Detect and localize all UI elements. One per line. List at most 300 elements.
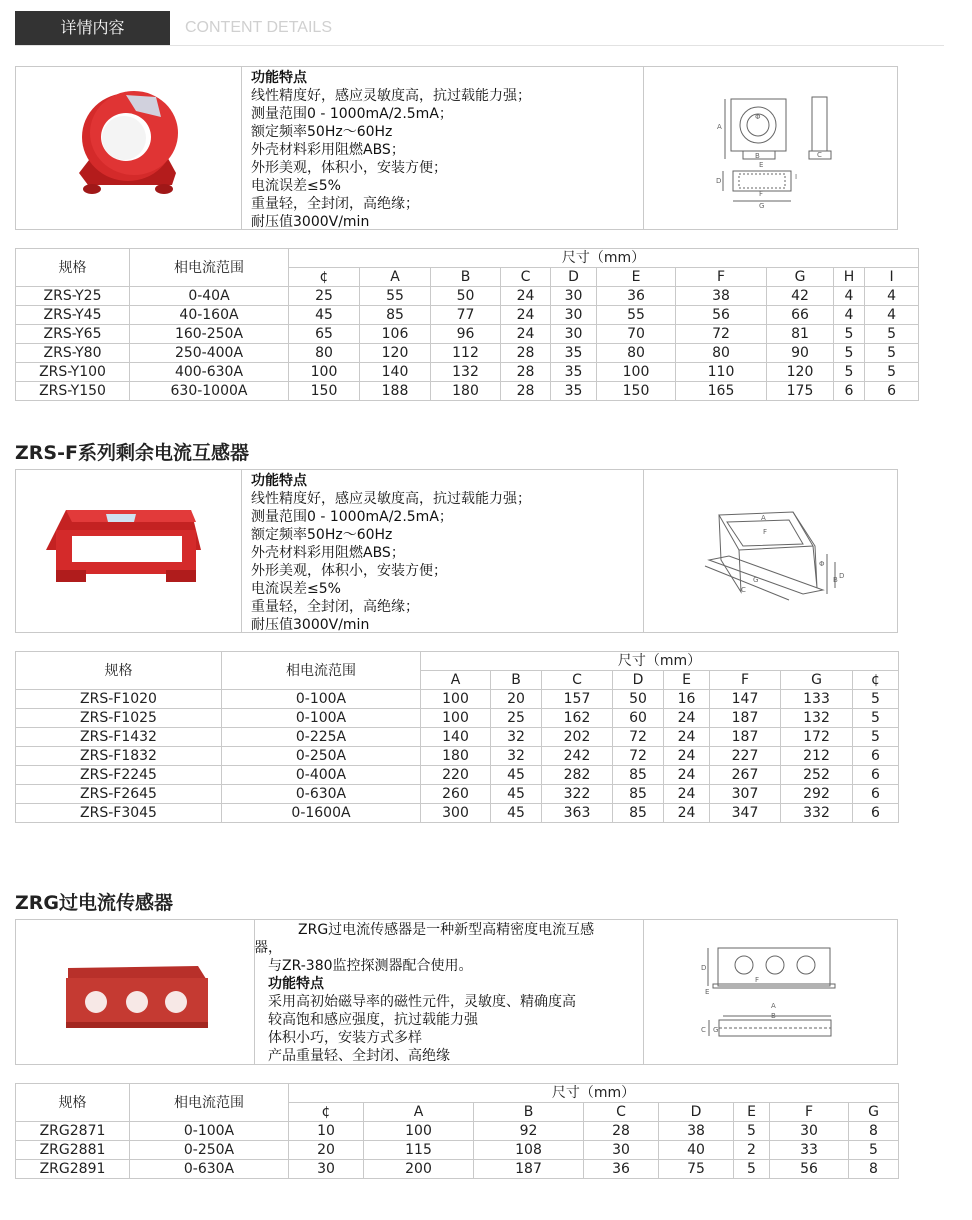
feature-line: 测量范围0 - 1000mA/2.5mA；: [251, 509, 453, 525]
feature-line: 较高饱和感应强度，抗过载能力强: [268, 1012, 478, 1028]
table-cell: 4: [834, 306, 865, 325]
dim-header: H: [834, 268, 865, 287]
table-row: [16, 1160, 899, 1179]
table-cell: 35: [551, 344, 597, 363]
dia-label: E: [705, 988, 710, 996]
table-cell: 30: [770, 1122, 849, 1141]
table-cell: 100: [289, 363, 360, 382]
y-series-diagram-cell: [643, 67, 897, 229]
table-cell: 120: [767, 363, 834, 382]
rect-transformer-photo: [16, 470, 241, 632]
table-cell: 5: [734, 1122, 770, 1141]
dia-label: A: [717, 123, 722, 131]
table-cell: 150: [597, 382, 676, 401]
g-series-features: [254, 921, 594, 1065]
table-cell: 180: [431, 382, 501, 401]
dim-header: A: [421, 671, 491, 690]
table-cell: 30: [551, 325, 597, 344]
table-cell: 72: [676, 325, 767, 344]
table-cell: 363: [542, 804, 613, 823]
table-cell: ZRS-F1025: [16, 709, 222, 728]
three-hole-dimension-diagram: [643, 920, 897, 1064]
table-cell: 20: [491, 690, 542, 709]
table-cell: 140: [360, 363, 431, 382]
feature-line: 电流误差≤5%: [251, 581, 341, 597]
table-cell: 24: [501, 287, 551, 306]
table-cell: 332: [781, 804, 853, 823]
table-cell: 0-100A: [222, 709, 421, 728]
table-cell: 5: [834, 344, 865, 363]
g-series-photo-cell: [16, 920, 255, 1064]
table-cell: 112: [431, 344, 501, 363]
table-cell: 0-100A: [222, 690, 421, 709]
table-cell: 120: [360, 344, 431, 363]
table-cell: 175: [767, 382, 834, 401]
table-cell: 36: [584, 1160, 659, 1179]
dim-header: E: [664, 671, 710, 690]
dim-header: C: [542, 671, 613, 690]
table-cell: 267: [710, 766, 781, 785]
detail-tabbar: [15, 11, 944, 46]
table-cell: 36: [597, 287, 676, 306]
table-cell: 65: [289, 325, 360, 344]
table-cell: 45: [491, 766, 542, 785]
dim-header: D: [551, 268, 597, 287]
table-cell: 250-400A: [130, 344, 289, 363]
dia-label: D: [701, 964, 707, 972]
table-cell: ZRG2891: [16, 1160, 130, 1179]
ring-dimension-diagram: [643, 67, 897, 229]
table-cell: 6: [853, 766, 899, 785]
table-row: [16, 325, 919, 344]
header-current-range: 相电流范围: [222, 652, 421, 690]
table-cell: 35: [551, 363, 597, 382]
table-cell: 100: [364, 1122, 474, 1141]
dia-label: D: [839, 572, 845, 580]
table-cell: 5: [865, 344, 919, 363]
table-cell: 56: [676, 306, 767, 325]
table-cell: 100: [421, 709, 491, 728]
y-series-spec-table: [15, 248, 919, 401]
f-series-diagram-cell: [643, 470, 897, 632]
f-series-photo-cell: [16, 470, 242, 632]
table-cell: 187: [710, 728, 781, 747]
dia-label: Φ: [755, 113, 761, 121]
dim-header: E: [734, 1103, 770, 1122]
table-cell: 85: [613, 804, 664, 823]
table-cell: 260: [421, 785, 491, 804]
dim-header: C: [501, 268, 551, 287]
header-spec: 规格: [16, 249, 130, 287]
table-cell: ZRS-F2245: [16, 766, 222, 785]
feature-line: 电流误差≤5%: [251, 178, 341, 194]
table-cell: 28: [501, 382, 551, 401]
table-cell: 45: [289, 306, 360, 325]
table-cell: 165: [676, 382, 767, 401]
tab-content-details[interactable]: 详情内容: [15, 11, 170, 45]
table-cell: 33: [770, 1141, 849, 1160]
table-cell: 28: [501, 363, 551, 382]
features-heading: 功能特点: [251, 70, 307, 86]
table-cell: 16: [664, 690, 710, 709]
table-cell: 132: [781, 709, 853, 728]
dia-label: F: [759, 190, 764, 198]
table-cell: 200: [364, 1160, 474, 1179]
dim-header: G: [781, 671, 853, 690]
table-cell: 24: [664, 747, 710, 766]
table-cell: 162: [542, 709, 613, 728]
dia-label: B: [755, 152, 760, 160]
table-cell: ZRS-Y80: [16, 344, 130, 363]
table-cell: 85: [613, 766, 664, 785]
feature-line: 外形美观，体积小，安装方便；: [251, 563, 447, 579]
table-cell: ZRG2871: [16, 1122, 130, 1141]
table-cell: 24: [664, 804, 710, 823]
dia-label: F: [755, 976, 760, 984]
dim-header: A: [360, 268, 431, 287]
table-cell: 24: [501, 325, 551, 344]
ring-transformer-photo: [16, 67, 241, 229]
table-cell: 5: [734, 1160, 770, 1179]
dim-header: E: [597, 268, 676, 287]
table-cell: 24: [664, 766, 710, 785]
feature-line: 耐压值3000V/min: [251, 214, 370, 230]
table-cell: ZRS-Y45: [16, 306, 130, 325]
table-cell: 133: [781, 690, 853, 709]
table-row: [16, 382, 919, 401]
header-spec: 规格: [16, 652, 222, 690]
table-cell: 45: [491, 785, 542, 804]
features-heading: 功能特点: [268, 976, 324, 992]
table-row: [16, 785, 899, 804]
table-cell: 630-1000A: [130, 382, 289, 401]
dim-header: B: [474, 1103, 584, 1122]
table-cell: 55: [360, 287, 431, 306]
table-cell: 0-400A: [222, 766, 421, 785]
intro-line: 器，: [254, 940, 282, 956]
table-cell: 77: [431, 306, 501, 325]
table-cell: 150: [289, 382, 360, 401]
table-cell: ZRS-Y100: [16, 363, 130, 382]
g-series-features-cell: [254, 920, 644, 1064]
dia-label: C: [701, 1026, 706, 1034]
table-cell: 28: [584, 1122, 659, 1141]
intro-line: ZRG过电流传感器是一种新型高精密度电流互感: [298, 922, 595, 938]
feature-line: 耐压值3000V/min: [251, 617, 370, 633]
table-cell: 157: [542, 690, 613, 709]
y-series-info-box: [15, 66, 898, 230]
table-cell: 32: [491, 747, 542, 766]
feature-line: 线性精度好，感应灵敏度高，抗过载能力强；: [251, 88, 531, 104]
table-row: [16, 804, 899, 823]
table-cell: 115: [364, 1141, 474, 1160]
table-cell: 80: [676, 344, 767, 363]
features-heading: 功能特点: [251, 473, 307, 489]
dim-header: ¢: [289, 268, 360, 287]
g-series-spec-table: [15, 1083, 899, 1179]
dia-label: E: [759, 161, 764, 169]
three-hole-sensor-photo: [16, 920, 254, 1064]
table-cell: 30: [289, 1160, 364, 1179]
dia-label: B: [833, 576, 838, 584]
table-cell: 8: [849, 1122, 899, 1141]
table-cell: ZRS-Y150: [16, 382, 130, 401]
header-current-range: 相电流范围: [130, 249, 289, 287]
table-cell: ZRS-F1020: [16, 690, 222, 709]
header-size: 尺寸（mm）: [289, 1084, 899, 1103]
table-cell: 75: [659, 1160, 734, 1179]
feature-line: 线性精度好，感应灵敏度高，抗过载能力强；: [251, 491, 531, 507]
table-cell: 25: [491, 709, 542, 728]
f-series-features: [251, 472, 531, 634]
table-cell: 80: [289, 344, 360, 363]
table-cell: 4: [865, 287, 919, 306]
table-cell: 400-630A: [130, 363, 289, 382]
table-cell: 252: [781, 766, 853, 785]
y-series-features: [251, 69, 531, 231]
table-cell: 187: [474, 1160, 584, 1179]
dia-label: D: [716, 177, 722, 185]
table-cell: 60: [613, 709, 664, 728]
table-row: [16, 363, 919, 382]
table-cell: 6: [853, 785, 899, 804]
table-cell: 0-630A: [222, 785, 421, 804]
table-cell: ZRS-Y25: [16, 287, 130, 306]
table-cell: ZRS-F1432: [16, 728, 222, 747]
table-cell: 55: [597, 306, 676, 325]
table-cell: ZRG2881: [16, 1141, 130, 1160]
table-cell: 5: [865, 325, 919, 344]
table-cell: 187: [710, 709, 781, 728]
y-series-photo-cell: [16, 67, 242, 229]
table-cell: 24: [664, 709, 710, 728]
feature-line: 外形美观，体积小，安装方便；: [251, 160, 447, 176]
table-cell: 100: [597, 363, 676, 382]
table-row: [16, 766, 899, 785]
feature-line: 额定频率50Hz～60Hz: [251, 527, 393, 543]
table-cell: 56: [770, 1160, 849, 1179]
g-series-info-box: [15, 919, 898, 1065]
table-cell: 212: [781, 747, 853, 766]
rect-dimension-diagram: [643, 470, 897, 632]
table-cell: 24: [664, 728, 710, 747]
table-cell: 202: [542, 728, 613, 747]
table-cell: 40: [659, 1141, 734, 1160]
table-cell: 72: [613, 728, 664, 747]
table-cell: 180: [421, 747, 491, 766]
table-cell: 2: [734, 1141, 770, 1160]
dim-header: D: [613, 671, 664, 690]
table-cell: 282: [542, 766, 613, 785]
table-cell: 24: [501, 306, 551, 325]
feature-line: 重量轻，全封闭，高绝缘；: [251, 599, 419, 615]
f-series-title: ZRS-F系列剩余电流互感器: [15, 442, 249, 464]
table-cell: 92: [474, 1122, 584, 1141]
dim-header: B: [431, 268, 501, 287]
table-cell: 90: [767, 344, 834, 363]
table-cell: 307: [710, 785, 781, 804]
table-cell: ZRS-F2645: [16, 785, 222, 804]
intro-line: 与ZR-380监控探测器配合使用。: [268, 958, 473, 974]
table-row: [16, 1122, 899, 1141]
table-cell: 106: [360, 325, 431, 344]
table-cell: 242: [542, 747, 613, 766]
dia-label: G: [759, 202, 765, 210]
table-cell: 0-225A: [222, 728, 421, 747]
table-cell: 5: [853, 709, 899, 728]
header-spec: 规格: [16, 1084, 130, 1122]
table-cell: 5: [849, 1141, 899, 1160]
table-cell: ZRS-Y65: [16, 325, 130, 344]
table-cell: 110: [676, 363, 767, 382]
table-cell: 0-100A: [130, 1122, 289, 1141]
table-row: [16, 1141, 899, 1160]
feature-line: 外壳材料彩用阻燃ABS；: [251, 545, 405, 561]
table-cell: 96: [431, 325, 501, 344]
table-cell: 140: [421, 728, 491, 747]
dia-label: C: [817, 151, 822, 159]
table-cell: ZRS-F3045: [16, 804, 222, 823]
table-cell: 42: [767, 287, 834, 306]
table-cell: 5: [834, 363, 865, 382]
f-series-features-cell: [241, 470, 644, 632]
feature-line: 测量范围0 - 1000mA/2.5mA；: [251, 106, 453, 122]
table-cell: 5: [853, 728, 899, 747]
table-cell: 30: [584, 1141, 659, 1160]
table-cell: 292: [781, 785, 853, 804]
table-cell: 81: [767, 325, 834, 344]
table-cell: 220: [421, 766, 491, 785]
table-cell: 5: [834, 325, 865, 344]
dim-header: G: [849, 1103, 899, 1122]
table-cell: 5: [865, 363, 919, 382]
dia-label: I: [795, 173, 798, 181]
table-cell: 4: [834, 287, 865, 306]
table-cell: 40-160A: [130, 306, 289, 325]
table-row: [16, 709, 899, 728]
dia-label: A: [771, 1002, 776, 1010]
table-cell: 0-40A: [130, 287, 289, 306]
g-series-title: ZRG过电流传感器: [15, 892, 174, 914]
table-row: [16, 690, 899, 709]
header-size: 尺寸（mm）: [289, 249, 919, 268]
dia-label: Φ: [819, 560, 825, 568]
table-cell: 25: [289, 287, 360, 306]
table-cell: 0-250A: [222, 747, 421, 766]
dim-header: B: [491, 671, 542, 690]
table-row: [16, 344, 919, 363]
table-cell: 50: [613, 690, 664, 709]
table-cell: 347: [710, 804, 781, 823]
table-cell: 188: [360, 382, 431, 401]
dia-label: A: [761, 514, 766, 522]
table-cell: 100: [421, 690, 491, 709]
table-cell: 6: [865, 382, 919, 401]
table-cell: 28: [501, 344, 551, 363]
tab-english-label: CONTENT DETAILS: [185, 19, 332, 36]
table-cell: 0-630A: [130, 1160, 289, 1179]
g-series-diagram-cell: [643, 920, 897, 1064]
table-cell: 50: [431, 287, 501, 306]
feature-line: 重量轻，全封闭，高绝缘；: [251, 196, 419, 212]
table-cell: 6: [853, 804, 899, 823]
table-cell: 66: [767, 306, 834, 325]
dim-header: G: [767, 268, 834, 287]
feature-line: 额定频率50Hz～60Hz: [251, 124, 393, 140]
table-cell: 85: [360, 306, 431, 325]
dim-header: ¢: [289, 1103, 364, 1122]
f-series-spec-table: [15, 651, 899, 823]
dim-header: I: [865, 268, 919, 287]
table-cell: 30: [551, 306, 597, 325]
dim-header: F: [710, 671, 781, 690]
table-cell: ZRS-F1832: [16, 747, 222, 766]
table-cell: 5: [853, 690, 899, 709]
feature-line: 采用高初始磁导率的磁性元件，灵敏度、精确度高: [268, 994, 576, 1010]
table-row: [16, 728, 899, 747]
table-cell: 80: [597, 344, 676, 363]
dim-header: F: [676, 268, 767, 287]
table-cell: 0-250A: [130, 1141, 289, 1160]
table-cell: 6: [853, 747, 899, 766]
table-cell: 45: [491, 804, 542, 823]
feature-line: 产品重量轻、全封闭、高绝缘: [268, 1048, 450, 1064]
dim-header: F: [770, 1103, 849, 1122]
dia-label: G: [753, 576, 759, 584]
header-current-range: 相电流范围: [130, 1084, 289, 1122]
dim-header: ¢: [853, 671, 899, 690]
table-cell: 70: [597, 325, 676, 344]
table-cell: 172: [781, 728, 853, 747]
table-cell: 227: [710, 747, 781, 766]
dia-label: C: [741, 586, 746, 594]
table-cell: 85: [613, 785, 664, 804]
table-cell: 0-1600A: [222, 804, 421, 823]
dim-header: A: [364, 1103, 474, 1122]
table-cell: 4: [865, 306, 919, 325]
dia-label: B: [771, 1012, 776, 1020]
f-series-info-box: [15, 469, 898, 633]
table-cell: 300: [421, 804, 491, 823]
table-cell: 38: [676, 287, 767, 306]
table-cell: 72: [613, 747, 664, 766]
dia-label: F: [763, 528, 768, 536]
table-cell: 20: [289, 1141, 364, 1160]
table-row: [16, 747, 899, 766]
table-cell: 132: [431, 363, 501, 382]
y-series-features-cell: [241, 67, 644, 229]
feature-line: 外壳材料彩用阻燃ABS；: [251, 142, 405, 158]
dia-label: G: [713, 1026, 719, 1034]
table-cell: 108: [474, 1141, 584, 1160]
feature-line: 体积小巧，安装方式多样: [268, 1030, 422, 1046]
table-cell: 35: [551, 382, 597, 401]
table-cell: 24: [664, 785, 710, 804]
table-row: [16, 306, 919, 325]
table-cell: 322: [542, 785, 613, 804]
table-cell: 32: [491, 728, 542, 747]
header-size: 尺寸（mm）: [421, 652, 899, 671]
table-cell: 30: [551, 287, 597, 306]
table-row: [16, 287, 919, 306]
table-cell: 38: [659, 1122, 734, 1141]
dim-header: C: [584, 1103, 659, 1122]
dim-header: D: [659, 1103, 734, 1122]
table-cell: 8: [849, 1160, 899, 1179]
table-cell: 6: [834, 382, 865, 401]
table-cell: 147: [710, 690, 781, 709]
table-cell: 160-250A: [130, 325, 289, 344]
